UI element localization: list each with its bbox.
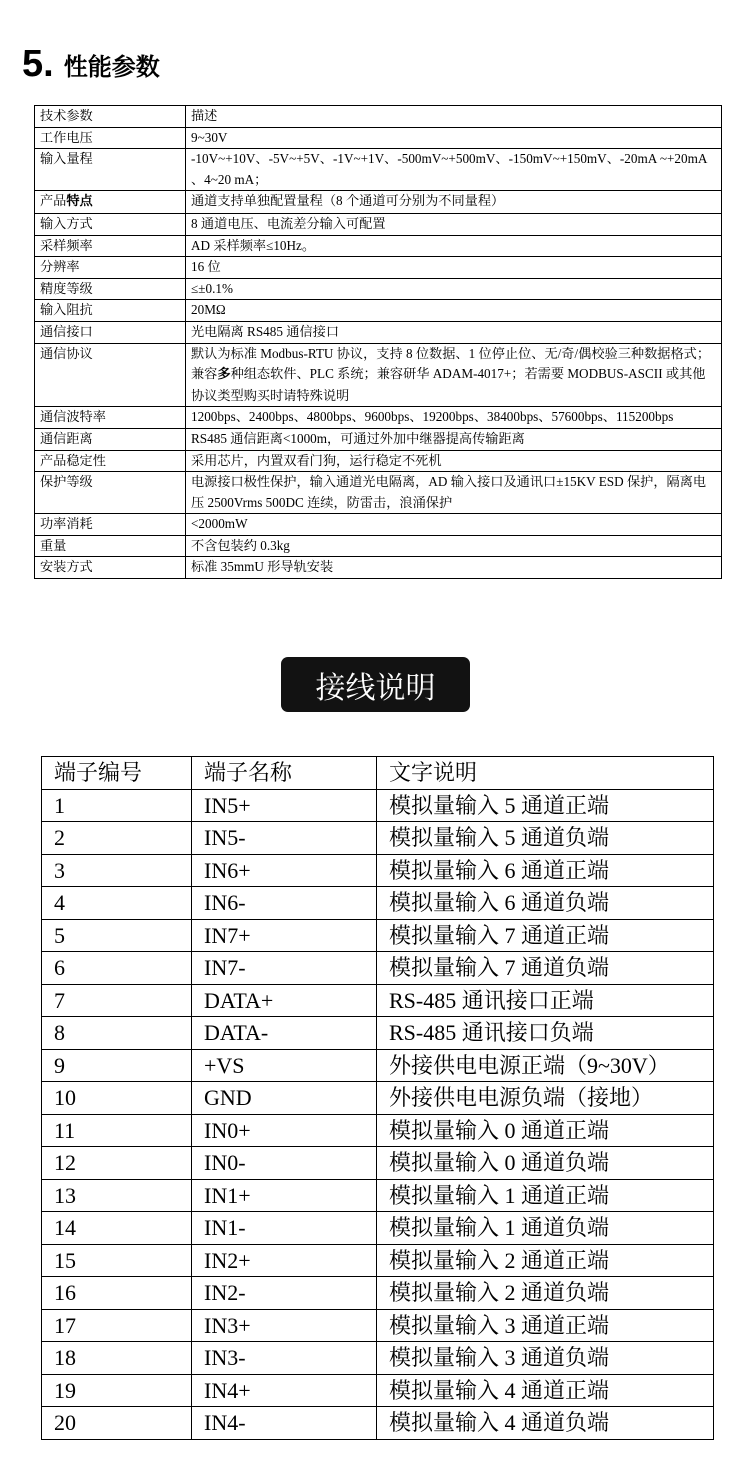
terminal-name: DATA+ [192, 984, 377, 1017]
spec-row [35, 191, 722, 214]
spec-param: 通信波特率 [35, 407, 186, 429]
spec-param: 通信协议 [35, 343, 186, 407]
terminal-description: 外接供电电源正端（9~30V） [377, 1049, 714, 1082]
terminal-description: 模拟量输入 7 通道正端 [377, 919, 714, 952]
wiring-row [42, 1244, 714, 1277]
spec-desc [186, 343, 722, 407]
wiring-row [42, 1179, 714, 1212]
spec-desc: 9~30V [186, 127, 722, 149]
terminal-number: 15 [42, 1244, 192, 1277]
terminal-name: IN2+ [192, 1244, 377, 1277]
spec-param: 工作电压 [35, 127, 186, 149]
terminal-description: 外接供电电源负端（接地） [377, 1082, 714, 1115]
spec-row [35, 514, 722, 536]
terminal-description: 模拟量输入 3 通道正端 [377, 1309, 714, 1342]
terminal-name: +VS [192, 1049, 377, 1082]
terminal-number: 14 [42, 1212, 192, 1245]
wiring-row [42, 919, 714, 952]
spec-row [35, 535, 722, 557]
terminal-name: IN1+ [192, 1179, 377, 1212]
terminal-description: 模拟量输入 6 通道正端 [377, 854, 714, 887]
terminal-number: 5 [42, 919, 192, 952]
terminal-name: DATA- [192, 1017, 377, 1050]
terminal-name: IN0+ [192, 1114, 377, 1147]
wiring-row [42, 1309, 714, 1342]
spec-header-row [35, 106, 722, 128]
spec-row [35, 450, 722, 472]
spec-desc: RS485 通信距离<1000m，可通过外加中继器提高传输距离 [186, 428, 722, 450]
spec-row [35, 235, 722, 257]
spec-desc: 电源接口极性保护，输入通道光电隔离，AD 输入接口及通讯口±15KV ESD 保护，隔离电压 2500Vrms 500DC 连续，防雷击，浪涌保护 [186, 472, 722, 514]
wiring-row [42, 1147, 714, 1180]
wiring-row [42, 822, 714, 855]
wiring-table [41, 756, 714, 1440]
terminal-description: RS-485 通讯接口负端 [377, 1017, 714, 1050]
terminal-name: IN7+ [192, 919, 377, 952]
terminal-number: 1 [42, 789, 192, 822]
wiring-row [42, 789, 714, 822]
spec-desc: 标准 35mmU 形导轨安装 [186, 557, 722, 579]
section-number: 5. [22, 43, 54, 85]
wiring-row [42, 1407, 714, 1440]
terminal-name: IN6- [192, 887, 377, 920]
spec-param: 输入量程 [35, 149, 186, 191]
terminal-name: IN7- [192, 952, 377, 985]
wiring-row [42, 1212, 714, 1245]
spec-desc: 不含包装约 0.3kg [186, 535, 722, 557]
terminal-description: 模拟量输入 2 通道正端 [377, 1244, 714, 1277]
terminal-name: IN1- [192, 1212, 377, 1245]
spec-row [35, 557, 722, 579]
terminal-description: 模拟量输入 5 通道正端 [377, 789, 714, 822]
terminal-description: 模拟量输入 1 通道正端 [377, 1179, 714, 1212]
terminal-number: 9 [42, 1049, 192, 1082]
spec-param: 通信接口 [35, 321, 186, 343]
spec-desc: 光电隔离 RS485 通信接口 [186, 321, 722, 343]
terminal-number: 17 [42, 1309, 192, 1342]
spec-param: 产品稳定性 [35, 450, 186, 472]
terminal-name: IN4+ [192, 1374, 377, 1407]
spec-param-bold: 特点 [66, 194, 93, 210]
spec-desc: ≤±0.1% [186, 278, 722, 300]
wiring-row [42, 984, 714, 1017]
spec-header-desc: 描述 [186, 106, 722, 128]
terminal-number: 13 [42, 1179, 192, 1212]
terminal-number: 10 [42, 1082, 192, 1115]
spec-param: 功率消耗 [35, 514, 186, 536]
terminal-number: 19 [42, 1374, 192, 1407]
wiring-row [42, 1374, 714, 1407]
spec-desc-bold: 多 [217, 367, 231, 383]
wiring-banner-text: 接线说明 [315, 670, 436, 706]
spec-param [35, 191, 186, 214]
spec-desc: <2000mW [186, 514, 722, 536]
spec-row [35, 321, 722, 343]
terminal-description: 模拟量输入 6 通道负端 [377, 887, 714, 920]
spec-param-text: 产品 [40, 193, 67, 209]
spec-param: 采样频率 [35, 235, 186, 257]
spec-row [35, 428, 722, 450]
spec-row [35, 213, 722, 235]
spec-row [35, 278, 722, 300]
terminal-number: 12 [42, 1147, 192, 1180]
spec-param: 精度等级 [35, 278, 186, 300]
terminal-name: IN2- [192, 1277, 377, 1310]
spec-table [34, 105, 722, 579]
terminal-name: IN3- [192, 1342, 377, 1375]
terminal-description: 模拟量输入 4 通道负端 [377, 1407, 714, 1440]
spec-header-param: 技术参数 [35, 106, 186, 128]
wiring-row [42, 1342, 714, 1375]
terminal-description: 模拟量输入 7 通道负端 [377, 952, 714, 985]
terminal-number: 6 [42, 952, 192, 985]
terminal-name: IN6+ [192, 854, 377, 887]
terminal-number: 11 [42, 1114, 192, 1147]
spec-desc: -10V~+10V、-5V~+5V、-1V~+1V、-500mV~+500mV、-150mV~+150mV、-20mA ~+20mA 、4~20 mA； [186, 149, 722, 191]
terminal-description: 模拟量输入 1 通道负端 [377, 1212, 714, 1245]
spec-param: 输入阻抗 [35, 300, 186, 322]
spec-param: 重量 [35, 535, 186, 557]
wiring-row [42, 952, 714, 985]
spec-param: 通信距离 [35, 428, 186, 450]
spec-desc: AD 采样频率≤10Hz。 [186, 235, 722, 257]
section-header [22, 40, 160, 84]
terminal-description: 模拟量输入 4 通道正端 [377, 1374, 714, 1407]
section-title: 性能参数 [63, 53, 160, 81]
spec-desc: 1200bps、2400bps、4800bps、9600bps、19200bps、38400bps、57600bps、115200bps [186, 407, 722, 429]
terminal-name: IN5+ [192, 789, 377, 822]
terminal-description: 模拟量输入 3 通道负端 [377, 1342, 714, 1375]
spec-row [35, 407, 722, 429]
terminal-name: IN5- [192, 822, 377, 855]
wiring-header-number: 端子编号 [42, 757, 192, 790]
spec-row [35, 472, 722, 514]
terminal-description: 模拟量输入 0 通道负端 [377, 1147, 714, 1180]
wiring-header-name: 端子名称 [192, 757, 377, 790]
terminal-name: IN4- [192, 1407, 377, 1440]
wiring-header-row [42, 757, 714, 790]
terminal-number: 8 [42, 1017, 192, 1050]
spec-desc-text: 默认为标准 Modbus-RTU 协议，支持 8 位数据、1 位停止位、无/奇/偶校验三种数据格式；兼容 [191, 345, 711, 382]
terminal-description: 模拟量输入 0 通道正端 [377, 1114, 714, 1147]
terminal-number: 2 [42, 822, 192, 855]
terminal-description: RS-485 通讯接口正端 [377, 984, 714, 1017]
spec-param: 安装方式 [35, 557, 186, 579]
wiring-row [42, 1277, 714, 1310]
spec-row [35, 343, 722, 407]
terminal-number: 3 [42, 854, 192, 887]
spec-param: 保护等级 [35, 472, 186, 514]
terminal-number: 18 [42, 1342, 192, 1375]
spec-row [35, 149, 722, 191]
wiring-header-desc: 文字说明 [377, 757, 714, 790]
spec-row [35, 127, 722, 149]
terminal-name: GND [192, 1082, 377, 1115]
terminal-number: 7 [42, 984, 192, 1017]
wiring-row [42, 854, 714, 887]
spec-desc-text: 种组态软件、PLC 系统；兼容研华 ADAM-4017+；若需要 MODBUS-ASCII 或其他协议类型购买时请特殊说明 [191, 366, 706, 403]
wiring-row [42, 1017, 714, 1050]
spec-param: 分辨率 [35, 257, 186, 279]
wiring-banner [281, 657, 470, 712]
spec-desc: 20MΩ [186, 300, 722, 322]
wiring-row [42, 887, 714, 920]
terminal-number: 16 [42, 1277, 192, 1310]
terminal-number: 20 [42, 1407, 192, 1440]
spec-desc: 通道支持单独配置量程（8 个通道可分别为不同量程） [186, 191, 722, 214]
terminal-number: 4 [42, 887, 192, 920]
wiring-row [42, 1049, 714, 1082]
spec-desc: 采用芯片，内置双看门狗，运行稳定不死机 [186, 450, 722, 472]
wiring-row [42, 1114, 714, 1147]
terminal-description: 模拟量输入 2 通道负端 [377, 1277, 714, 1310]
spec-desc: 16 位 [186, 257, 722, 279]
terminal-description: 模拟量输入 5 通道负端 [377, 822, 714, 855]
spec-param: 输入方式 [35, 213, 186, 235]
spec-desc: 8 通道电压、电流差分输入可配置 [186, 213, 722, 235]
spec-row [35, 257, 722, 279]
spec-row [35, 300, 722, 322]
terminal-name: IN3+ [192, 1309, 377, 1342]
terminal-name: IN0- [192, 1147, 377, 1180]
wiring-row [42, 1082, 714, 1115]
